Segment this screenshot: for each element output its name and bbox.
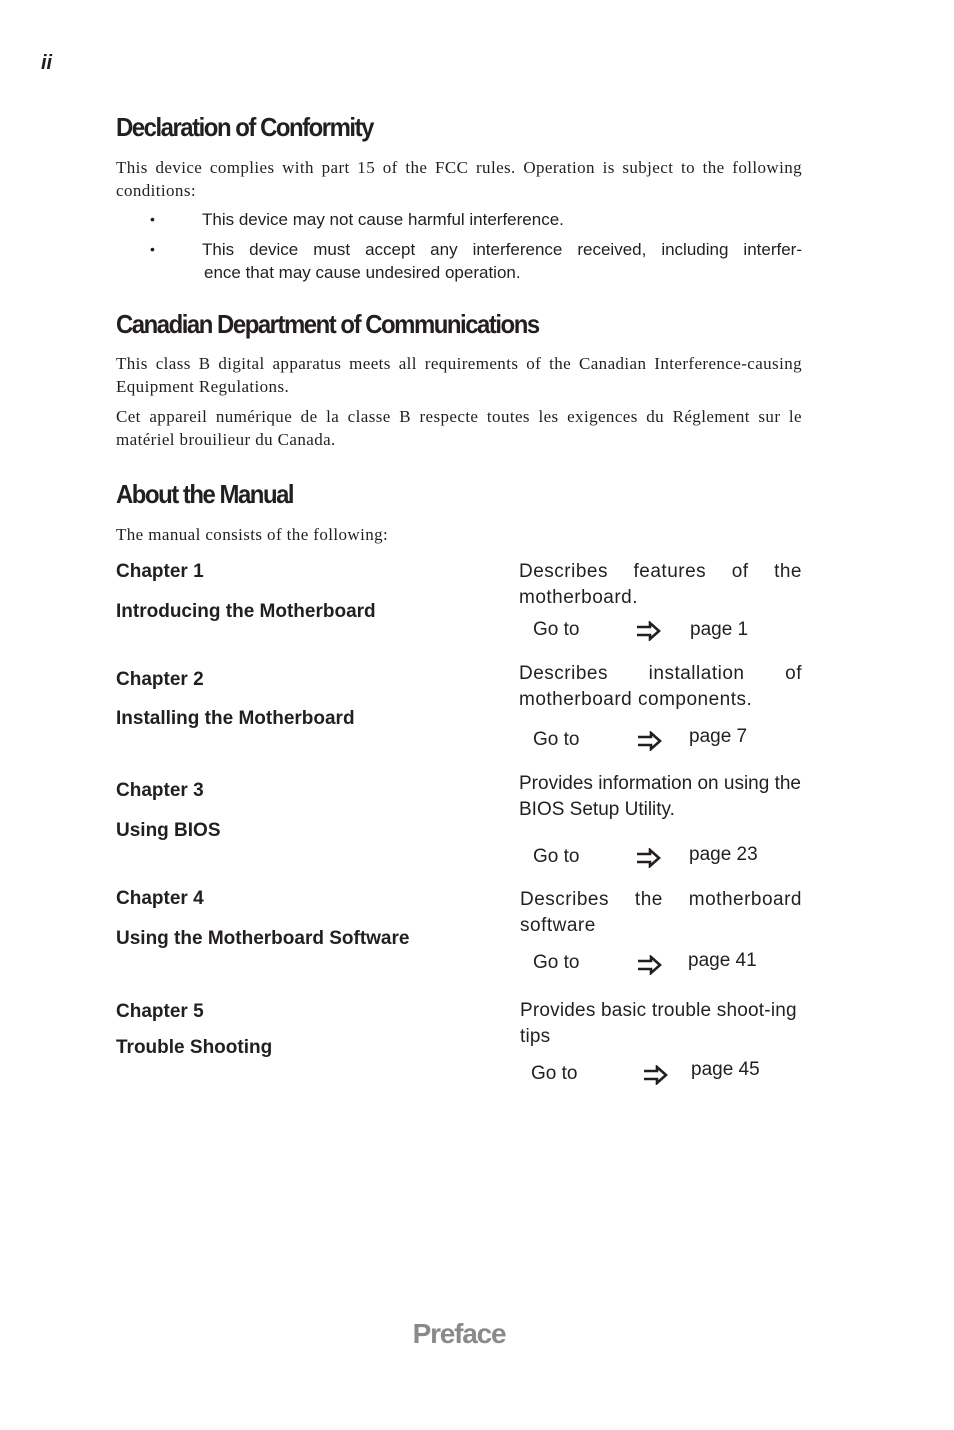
chapter-1-title: Introducing the Motherboard bbox=[116, 601, 376, 622]
chapter-5-page-ref[interactable]: page 45 bbox=[691, 1059, 760, 1080]
declaration-heading: Declaration of Conformity bbox=[116, 112, 373, 142]
chapter-4-page-ref[interactable]: page 41 bbox=[688, 950, 757, 971]
canadian-heading: Canadian Department of Communications bbox=[116, 309, 539, 339]
chapter-1-goto-label: Go to bbox=[533, 619, 580, 640]
chapter-3-goto-label: Go to bbox=[533, 846, 580, 867]
declaration-bullet-2-line-2: ence that may cause undesired operation. bbox=[204, 263, 521, 282]
chapter-4-number: Chapter 4 bbox=[116, 888, 204, 909]
chapter-3-page-ref[interactable]: page 23 bbox=[689, 844, 758, 865]
canadian-paragraph-en: This class B digital apparatus meets all requirements of the Canadian Interference-causing Equipment Regulations. bbox=[116, 354, 802, 396]
chapter-1-number: Chapter 1 bbox=[116, 561, 204, 582]
chapter-4-goto-label: Go to bbox=[533, 952, 580, 973]
hollow-right-arrow-icon bbox=[636, 731, 662, 751]
chapter-3-title: Using BIOS bbox=[116, 820, 221, 841]
chapter-4-title: Using the Motherboard Software bbox=[116, 928, 410, 949]
declaration-intro: This device complies with part 15 of the FCC rules. Operation is subject to the following conditions: bbox=[116, 158, 802, 200]
chapter-3-description: Provides information on using the BIOS Setup Utility. bbox=[519, 773, 801, 820]
chapter-1-page-ref[interactable]: page 1 bbox=[690, 619, 749, 640]
about-intro: The manual consists of the following: bbox=[116, 525, 389, 544]
page-number: ii bbox=[41, 52, 53, 74]
declaration-bullet-2-line-1: This device must accept any interference received, including interfer- bbox=[202, 240, 802, 259]
chapter-2-goto-label: Go to bbox=[533, 729, 580, 750]
canadian-paragraph-fr: Cet appareil numérique de la classe B respecte toutes les exigences du Réglement sur le matériel brouilieur du Canada. bbox=[116, 407, 802, 449]
footer-section-title: Preface bbox=[412, 1318, 506, 1349]
chapter-2-description: Describes installation of motherboard components. bbox=[519, 663, 802, 710]
hollow-right-arrow-icon bbox=[635, 848, 661, 868]
about-heading: About the Manual bbox=[116, 479, 294, 509]
chapter-5-number: Chapter 5 bbox=[116, 1001, 204, 1022]
hollow-right-arrow-icon bbox=[642, 1065, 668, 1085]
bullet-mark: • bbox=[150, 241, 155, 257]
chapter-3-number: Chapter 3 bbox=[116, 780, 204, 801]
bullet-mark: • bbox=[150, 211, 155, 227]
hollow-right-arrow-icon bbox=[636, 955, 662, 975]
chapter-5-goto-label: Go to bbox=[531, 1063, 578, 1084]
chapter-2-title: Installing the Motherboard bbox=[116, 708, 355, 729]
chapter-5-title: Trouble Shooting bbox=[116, 1037, 273, 1058]
declaration-bullet-1: This device may not cause harmful interference. bbox=[202, 210, 564, 229]
chapter-2-page-ref[interactable]: page 7 bbox=[689, 726, 748, 747]
chapter-2-number: Chapter 2 bbox=[116, 669, 204, 690]
chapter-4-description: Describes the motherboard software bbox=[520, 889, 802, 936]
chapter-5-description: Provides basic trouble shoot-ing tips bbox=[520, 1000, 797, 1047]
hollow-right-arrow-icon bbox=[635, 621, 661, 641]
chapter-1-description: Describes features of the motherboard. bbox=[519, 561, 802, 608]
